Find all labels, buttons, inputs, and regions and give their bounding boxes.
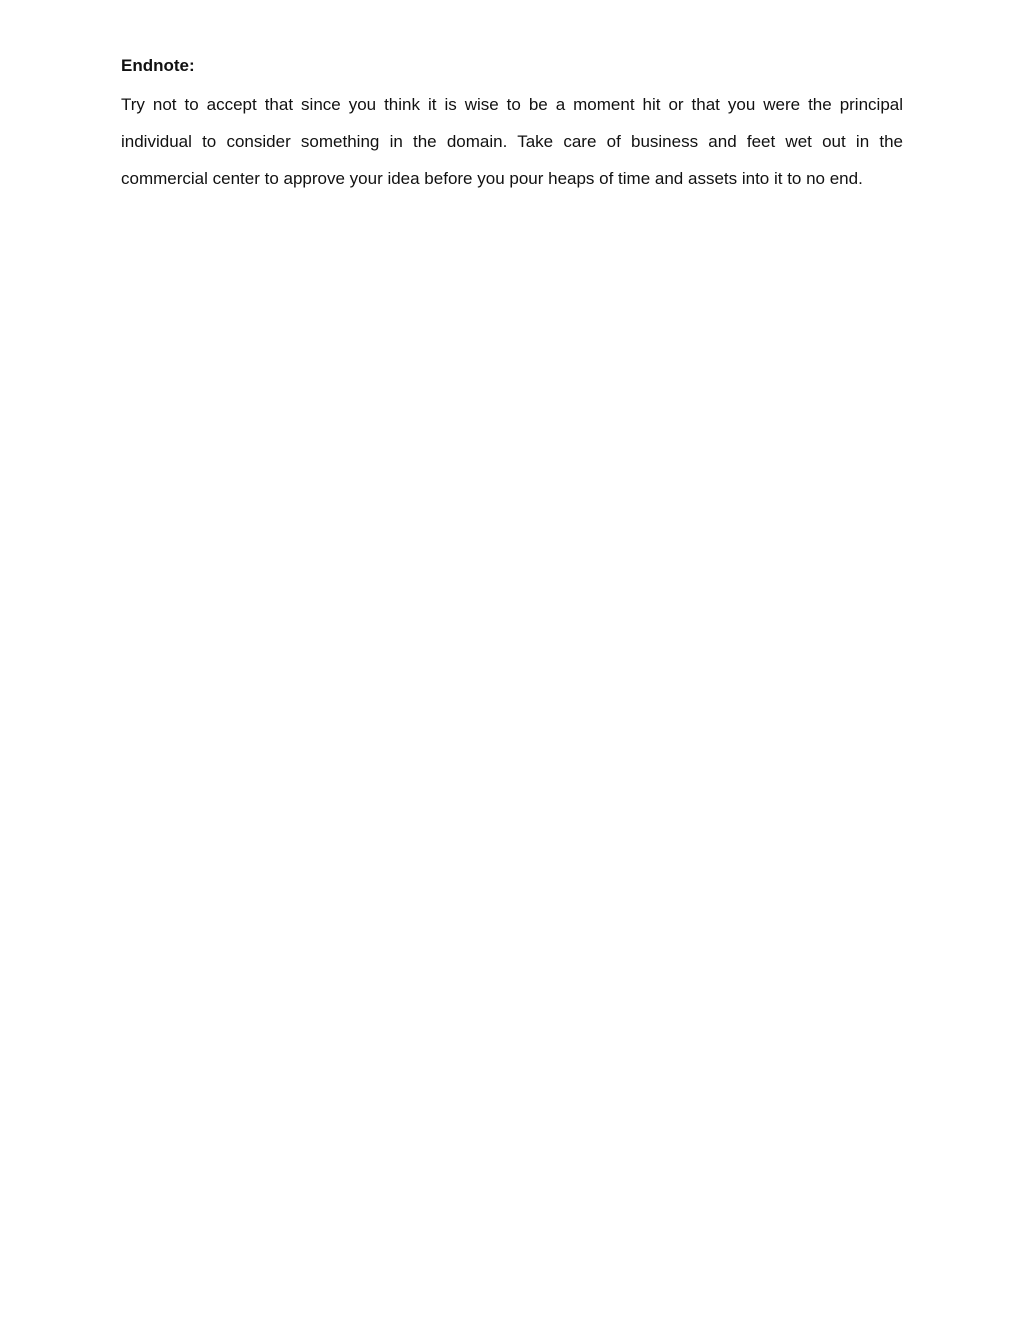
endnote-paragraph: Try not to accept that since you think it is wise to be a moment hit or that you were the principal individual to consider something in the domain. Take care of business and feet wet out in the commercial center to approve your idea before you pour heaps of time and assets into it to no end. xyxy=(121,95,903,188)
document-content xyxy=(121,54,903,197)
endnote-heading: Endnote: xyxy=(121,56,195,75)
